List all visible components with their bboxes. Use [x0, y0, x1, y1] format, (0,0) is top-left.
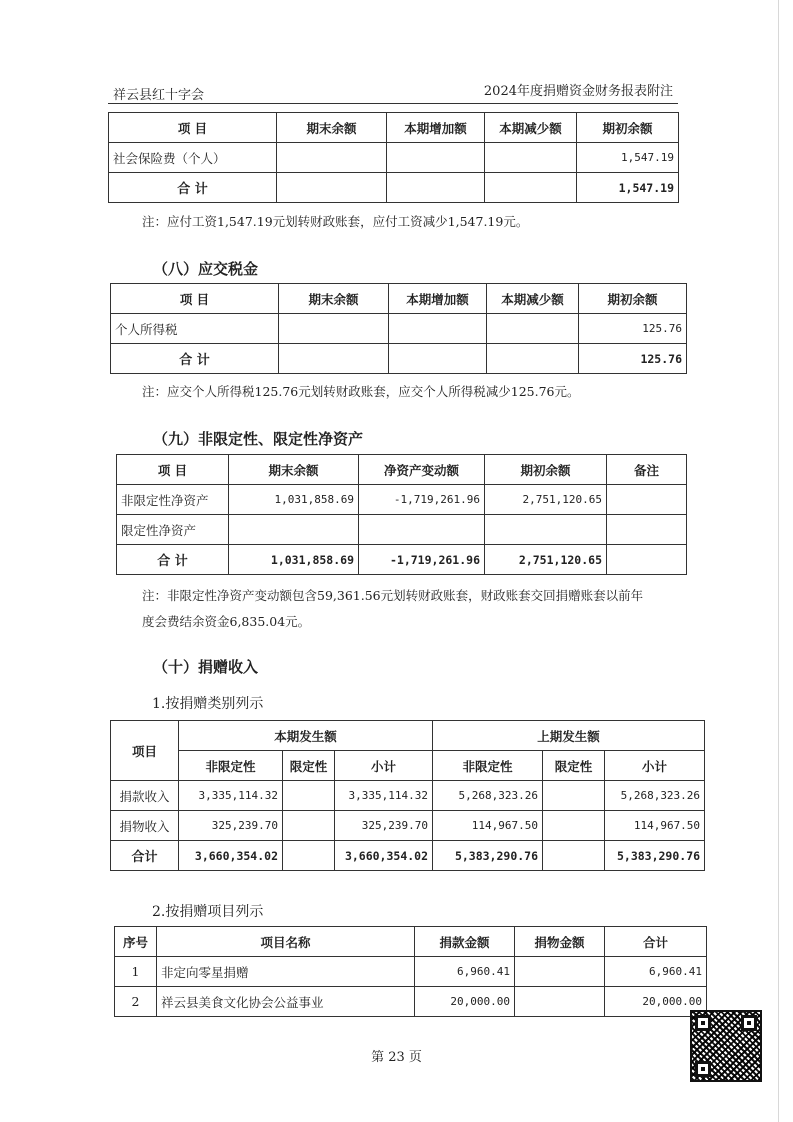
row-label: 限定性净资产 [117, 515, 229, 545]
col-header-current-subtotal: 小计 [335, 751, 433, 781]
total-current-restricted [283, 841, 335, 871]
table-header-row [111, 284, 687, 314]
section-title-net-assets: （九）非限定性、限定性净资产 [153, 430, 364, 448]
total-change: -1,719,261.96 [359, 545, 485, 575]
cell-opening: 125.76 [579, 314, 687, 344]
note-wages: 注：应付工资1,547.19元划转财政账套，应付工资减少1,547.19元。 [142, 214, 529, 229]
col-header-current-restricted: 限定性 [283, 751, 335, 781]
col-header-item: 项目 [111, 721, 179, 781]
cell-increase [389, 314, 487, 344]
total-previous-restricted [543, 841, 605, 871]
cell-closing: 1,031,858.69 [229, 485, 359, 515]
table-donation-by-category [110, 720, 705, 871]
table-header-row [115, 927, 707, 957]
total-closing [279, 344, 389, 374]
col-group-current-period: 本期发生额 [179, 721, 433, 751]
cell-current-subtotal: 3,335,114.32 [335, 781, 433, 811]
cell-current-unrestricted: 325,239.70 [179, 811, 283, 841]
col-header-closing: 期末余额 [277, 113, 387, 143]
col-header-index: 序号 [115, 927, 157, 957]
cell-closing [279, 314, 389, 344]
table-row [115, 957, 707, 987]
cell-index: 2 [115, 987, 157, 1017]
table-row [115, 987, 707, 1017]
cell-decrease [485, 143, 577, 173]
col-header-increase: 本期增加额 [389, 284, 487, 314]
section-title-donation-income: （十）捐赠收入 [153, 658, 259, 676]
col-header-opening: 期初余额 [579, 284, 687, 314]
cell-project-name: 非定向零星捐赠 [157, 957, 415, 987]
cell-previous-restricted [543, 781, 605, 811]
total-increase [387, 173, 485, 203]
cell-closing [277, 143, 387, 173]
cell-current-restricted [283, 781, 335, 811]
page-number: 第 23 页 [371, 1050, 422, 1065]
col-header-item: 项 目 [111, 284, 279, 314]
row-label: 社会保险费（个人） [109, 143, 277, 173]
table-total-row [109, 173, 679, 203]
total-previous-unrestricted: 5,383,290.76 [433, 841, 543, 871]
header-organization: 祥云县红十字会 [113, 88, 205, 103]
cell-remarks [607, 485, 687, 515]
col-header-remarks: 备注 [607, 455, 687, 485]
col-header-item: 项 目 [117, 455, 229, 485]
table-social-insurance [108, 112, 679, 203]
table-row [117, 485, 687, 515]
total-remarks [607, 545, 687, 575]
section-title-taxes: （八）应交税金 [153, 260, 259, 278]
table-total-row [117, 545, 687, 575]
cell-remarks [607, 515, 687, 545]
cell-opening: 1,547.19 [577, 143, 679, 173]
table-row [111, 781, 705, 811]
col-group-previous-period: 上期发生额 [433, 721, 705, 751]
note-net-assets-line2: 度会费结余资金6,835.04元。 [142, 614, 311, 629]
qr-code-icon [690, 1010, 762, 1082]
total-label: 合 计 [111, 344, 279, 374]
cell-current-subtotal: 325,239.70 [335, 811, 433, 841]
table-header-row [109, 113, 679, 143]
table-total-row [111, 841, 705, 871]
total-current-unrestricted: 3,660,354.02 [179, 841, 283, 871]
col-header-increase: 本期增加额 [387, 113, 485, 143]
cell-total: 6,960.41 [605, 957, 707, 987]
cell-previous-unrestricted: 114,967.50 [433, 811, 543, 841]
cell-cash-amount: 6,960.41 [415, 957, 515, 987]
cell-index: 1 [115, 957, 157, 987]
cell-increase [387, 143, 485, 173]
col-header-cash-amount: 捐款金额 [415, 927, 515, 957]
col-header-previous-unrestricted: 非限定性 [433, 751, 543, 781]
total-increase [389, 344, 487, 374]
header-rule [108, 103, 678, 104]
col-header-closing: 期末余额 [229, 455, 359, 485]
col-header-goods-amount: 捐物金额 [515, 927, 605, 957]
col-header-change: 净资产变动额 [359, 455, 485, 485]
col-header-project-name: 项目名称 [157, 927, 415, 957]
cell-decrease [487, 314, 579, 344]
total-opening: 1,547.19 [577, 173, 679, 203]
cell-goods-amount [515, 987, 605, 1017]
table-subheader-row [111, 751, 705, 781]
col-header-opening: 期初余额 [485, 455, 607, 485]
row-label: 捐物收入 [111, 811, 179, 841]
total-closing: 1,031,858.69 [229, 545, 359, 575]
subsection-by-project: 2.按捐赠项目列示 [152, 904, 264, 920]
total-label: 合 计 [117, 545, 229, 575]
cell-closing [229, 515, 359, 545]
row-label: 个人所得税 [111, 314, 279, 344]
total-decrease [485, 173, 577, 203]
cell-cash-amount: 20,000.00 [415, 987, 515, 1017]
table-header-row [117, 455, 687, 485]
col-header-current-unrestricted: 非限定性 [179, 751, 283, 781]
cell-previous-unrestricted: 5,268,323.26 [433, 781, 543, 811]
cell-total: 20,000.00 [605, 987, 707, 1017]
cell-current-unrestricted: 3,335,114.32 [179, 781, 283, 811]
cell-previous-subtotal: 114,967.50 [605, 811, 705, 841]
col-header-closing: 期末余额 [279, 284, 389, 314]
header-document-title: 2024年度捐赠资金财务报表附注 [483, 84, 673, 99]
cell-previous-restricted [543, 811, 605, 841]
cell-change [359, 515, 485, 545]
col-header-previous-restricted: 限定性 [543, 751, 605, 781]
note-net-assets-line1: 注：非限定性净资产变动额包含59,361.56元划转财政账套，财政账套交回捐赠账套以前年 [142, 588, 644, 603]
table-group-header-row [111, 721, 705, 751]
col-header-previous-subtotal: 小计 [605, 751, 705, 781]
cell-previous-subtotal: 5,268,323.26 [605, 781, 705, 811]
subsection-by-category: 1.按捐赠类别列示 [152, 696, 264, 712]
total-label: 合计 [111, 841, 179, 871]
col-header-decrease: 本期减少额 [487, 284, 579, 314]
col-header-opening: 期初余额 [577, 113, 679, 143]
table-row [109, 143, 679, 173]
table-total-row [111, 344, 687, 374]
table-donation-by-project [114, 926, 707, 1017]
note-income-tax: 注：应交个人所得税125.76元划转财政账套，应交个人所得税减少125.76元。 [142, 384, 580, 399]
total-label: 合 计 [109, 173, 277, 203]
col-header-decrease: 本期减少额 [485, 113, 577, 143]
cell-change: -1,719,261.96 [359, 485, 485, 515]
cell-current-restricted [283, 811, 335, 841]
cell-opening: 2,751,120.65 [485, 485, 607, 515]
total-closing [277, 173, 387, 203]
total-decrease [487, 344, 579, 374]
col-header-item: 项 目 [109, 113, 277, 143]
table-taxes-payable [110, 283, 687, 374]
table-row [111, 314, 687, 344]
table-row [111, 811, 705, 841]
cell-goods-amount [515, 957, 605, 987]
cell-project-name: 祥云县美食文化协会公益事业 [157, 987, 415, 1017]
cell-opening [485, 515, 607, 545]
total-opening: 2,751,120.65 [485, 545, 607, 575]
page-edge [778, 0, 779, 1122]
col-header-total: 合计 [605, 927, 707, 957]
total-previous-subtotal: 5,383,290.76 [605, 841, 705, 871]
total-current-subtotal: 3,660,354.02 [335, 841, 433, 871]
table-row [117, 515, 687, 545]
table-net-assets [116, 454, 687, 575]
total-opening: 125.76 [579, 344, 687, 374]
row-label: 捐款收入 [111, 781, 179, 811]
row-label: 非限定性净资产 [117, 485, 229, 515]
